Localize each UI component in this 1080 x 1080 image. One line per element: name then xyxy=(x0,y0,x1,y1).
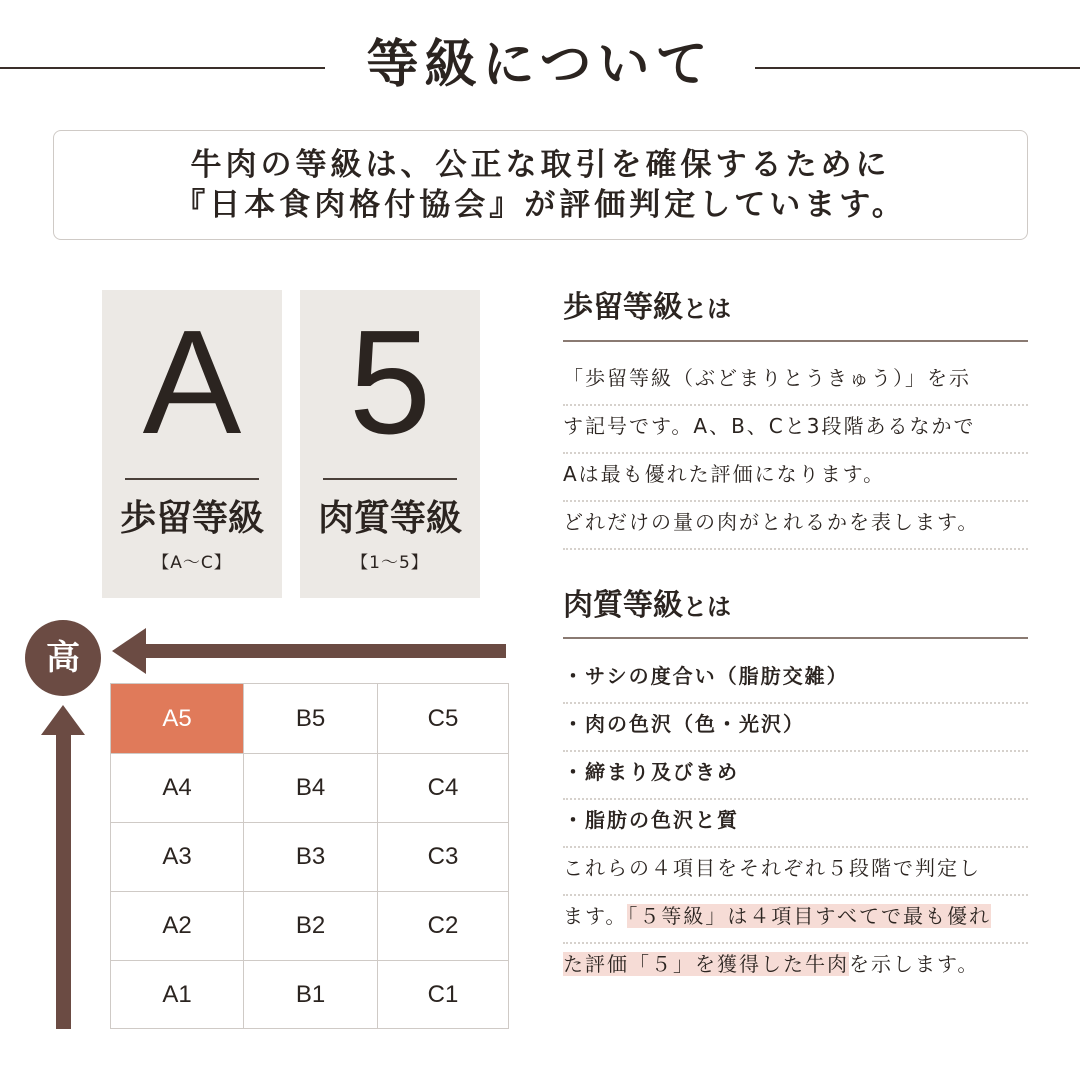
yield-grade-letter: A xyxy=(142,300,242,465)
highlighted-text: 「５等級」は４項目すべてで最も優れ xyxy=(627,904,992,928)
highlighted-text: た評価「５」を獲得した牛肉 xyxy=(563,952,849,976)
grade-grid-row xyxy=(111,960,508,1029)
yield-text-line: す記号です。A、B、Cと3段階あるなかで xyxy=(563,406,1028,454)
grade-cell-b5: B5 xyxy=(243,684,377,753)
quality-text-line xyxy=(563,896,1028,944)
intro-line-1: 牛肉の等級は、公正な取引を確保するために xyxy=(190,147,891,183)
grade-cell-a3: A3 xyxy=(162,843,192,870)
quality-grade-number: 5 xyxy=(348,300,432,465)
grade-cell-c5: C5 xyxy=(377,684,508,753)
grade-cell-b2: B2 xyxy=(243,892,377,960)
high-badge: 高 xyxy=(25,620,101,696)
quality-criterion-item: ・脂肪の色沢と質 xyxy=(563,800,1028,848)
grade-cell-b3: B3 xyxy=(243,823,377,891)
vertical-arrow-shaft xyxy=(56,730,71,1029)
grade-cell-a4: A4 xyxy=(162,774,192,801)
yield-text-line: どれだけの量の肉がとれるかを表します。 xyxy=(563,502,1028,550)
horizontal-arrow-shaft xyxy=(140,644,506,658)
quality-text-line xyxy=(563,944,1028,992)
yield-text-line: 「歩留等級（ぶどまりとうきゅう）」を示 xyxy=(563,358,1028,406)
quality-heading-suffix: とは xyxy=(683,593,731,621)
quality-criterion-item: ・肉の色沢（色・光沢） xyxy=(563,704,1028,752)
yield-heading-suffix: とは xyxy=(683,295,731,323)
grade-cell-c3: C3 xyxy=(377,823,508,891)
quality-grade-name: 肉質等級 xyxy=(317,498,462,539)
quality-grade-range: 【1〜5】 xyxy=(351,553,429,573)
quality-text-plain: を示します。 xyxy=(849,952,980,976)
grade-cell-c2: C2 xyxy=(377,892,508,960)
grade-cell-c1: C1 xyxy=(377,961,508,1029)
grade-cell-a2: A2 xyxy=(162,912,192,939)
quality-section-heading xyxy=(563,586,1028,627)
yield-grade-name: 歩留等級 xyxy=(119,498,264,539)
quality-text-plain: ます。 xyxy=(563,904,628,928)
quality-criterion-item: ・締まり及びきめ xyxy=(563,752,1028,800)
grade-cell-a1: A1 xyxy=(162,981,192,1008)
yield-text-line: Aは最も優れた評価になります。 xyxy=(563,454,1028,502)
grade-grid xyxy=(110,683,509,1029)
grade-cell-b4: B4 xyxy=(243,754,377,822)
yield-heading-text: 歩留等級 xyxy=(563,290,683,325)
grade-cell-a5: A5 xyxy=(111,684,243,753)
left-arrow-icon xyxy=(112,628,146,674)
quality-heading-rule xyxy=(563,637,1028,639)
grade-grid-row xyxy=(111,753,508,822)
grade-grid-row xyxy=(111,891,508,960)
page-title: 等級について xyxy=(366,35,714,95)
grade-grid-row xyxy=(111,684,508,753)
intro-line-2: 『日本食肉格付協会』が評価判定しています。 xyxy=(174,187,907,223)
yield-heading-rule xyxy=(563,340,1028,342)
grade-cell-c4: C4 xyxy=(377,754,508,822)
grade-grid-row xyxy=(111,822,508,891)
quality-criterion-item: ・サシの度合い（脂肪交雑） xyxy=(563,656,1028,704)
yield-grade-range: 【A〜C】 xyxy=(152,553,232,573)
quality-heading-text: 肉質等級 xyxy=(563,588,683,623)
yield-section-heading xyxy=(563,288,1028,329)
quality-text-line: これらの４項目をそれぞれ５段階で判定し xyxy=(563,848,1028,896)
up-arrow-icon xyxy=(41,705,85,735)
grade-cell-b1: B1 xyxy=(243,961,377,1029)
